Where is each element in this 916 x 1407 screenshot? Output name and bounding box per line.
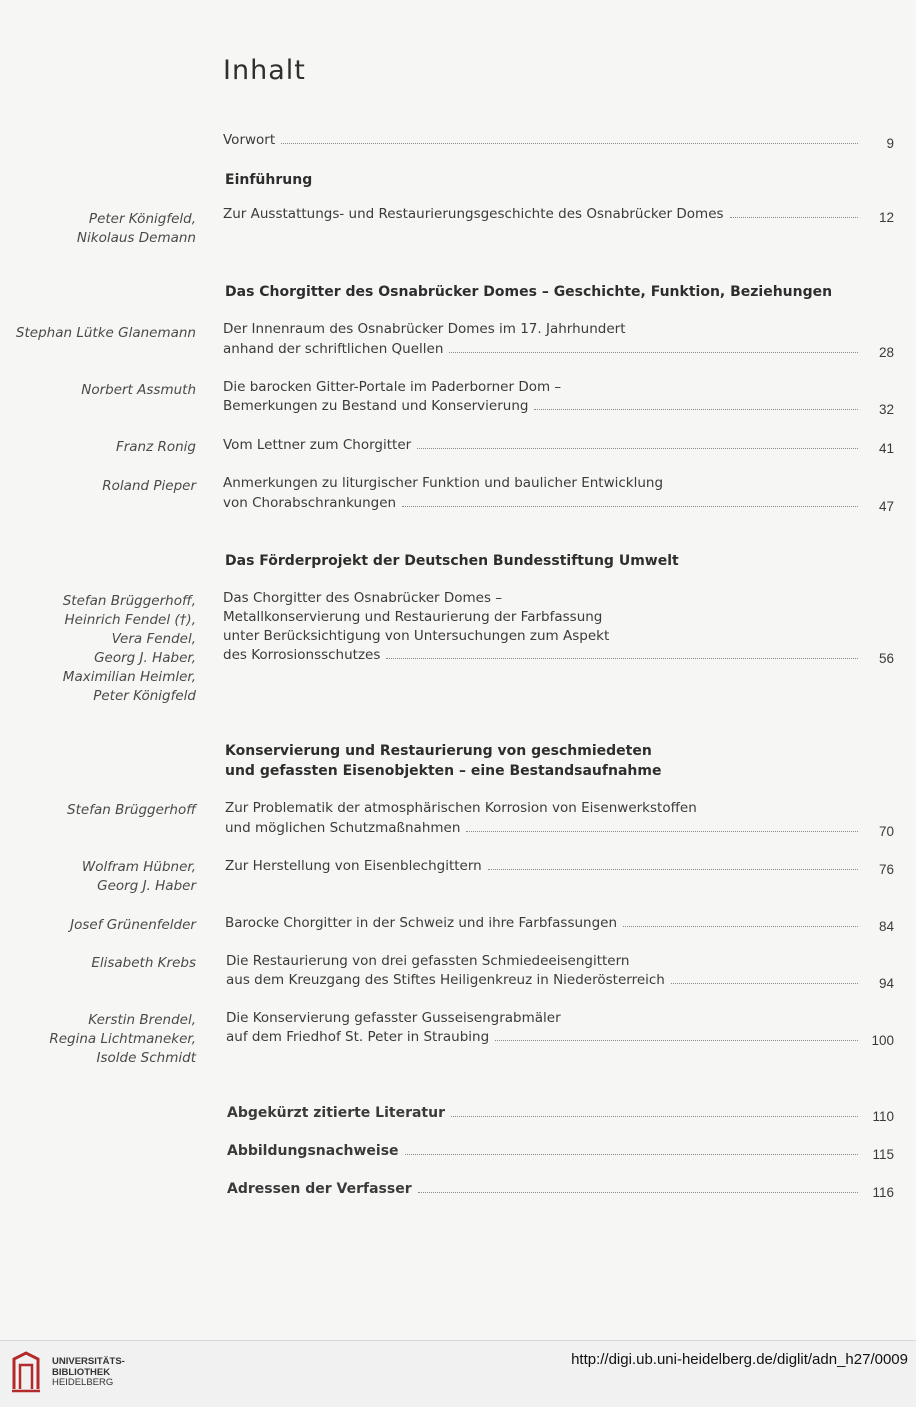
toc-entry: [225, 914, 894, 934]
page-number: 115: [872, 1146, 894, 1162]
page-number: 41: [878, 440, 894, 456]
entry-line: Bemerkungen zu Bestand und Konservierung: [223, 398, 529, 414]
toc-entry: [225, 857, 894, 877]
entry-line: unter Berücksichtigung von Untersuchungen zum Aspekt: [223, 628, 610, 644]
entry-line: Adressen der Verfasser: [227, 1181, 412, 1197]
page-number: 56: [878, 650, 894, 666]
entry-line: Zur Ausstattungs- und Restaurierungsgeschichte des Osnabrücker Domes: [223, 206, 724, 222]
author-block: Elisabeth Krebs: [91, 955, 196, 971]
source-url-link[interactable]: http://digi.ub.uni-heidelberg.de/diglit/adn_h27/0009: [571, 1351, 908, 1368]
entry-line: Die Restaurierung von drei gefassten Schmiedeeisengittern: [226, 953, 630, 969]
author-block: Kerstin Brendel, Regina Lichtmaneker, Isolde Schmidt: [49, 1012, 196, 1066]
page-number: 12: [878, 209, 894, 225]
toc-entry: [223, 646, 894, 666]
author-block: Norbert Assmuth: [81, 382, 196, 398]
toc-entry: [223, 397, 894, 417]
section-heading: Konservierung und Restaurierung von geschmiedeten: [225, 743, 652, 759]
page-number: 100: [871, 1032, 894, 1048]
toc-entry: [223, 340, 894, 360]
page-number: 70: [878, 823, 894, 839]
page-title: Inhalt: [223, 55, 306, 86]
entry-line: Abbildungsnachweise: [227, 1143, 399, 1159]
author-block: Josef Grünenfelder: [70, 917, 196, 933]
page-number: 94: [878, 975, 894, 991]
entry-line: anhand der schriftlichen Quellen: [223, 341, 444, 357]
entry-line: Abgekürzt zitierte Literatur: [227, 1105, 445, 1121]
university-logo-text: UNIVERSITÄTS- BIBLIOTHEK HEIDELBERG: [52, 1356, 125, 1388]
author-block: Wolfram Hübner, Georg J. Haber: [81, 859, 196, 894]
toc-entry: [223, 494, 894, 514]
author-block: Franz Ronig: [115, 439, 196, 455]
toc-entry-vorwort: [223, 131, 894, 151]
author-block: Peter Königfeld, Nikolaus Demann: [76, 211, 196, 246]
entry-line: Anmerkungen zu liturgischer Funktion und baulicher Entwicklung: [223, 475, 664, 491]
page-number: 76: [878, 861, 894, 877]
university-logo-icon: [10, 1349, 42, 1393]
entry-line: des Korrosionsschutzes: [223, 647, 381, 663]
page-number: 110: [872, 1108, 894, 1124]
toc-entry: [226, 971, 894, 991]
page-number: 32: [878, 401, 894, 417]
page-number: 47: [878, 498, 894, 514]
page-number: 9: [886, 135, 894, 151]
entry-line: Das Chorgitter des Osnabrücker Domes –: [223, 590, 503, 606]
entry-line: Vom Lettner zum Chorgitter: [223, 437, 412, 453]
toc-entry-adressen: [227, 1180, 894, 1200]
toc-entry: [223, 205, 894, 225]
toc-entry: [226, 1028, 894, 1048]
author-block: Stefan Brüggerhoff: [67, 802, 196, 818]
entry-line: auf dem Friedhof St. Peter in Straubing: [226, 1029, 490, 1045]
section-heading: Das Förderprojekt der Deutschen Bundesstiftung Umwelt: [225, 553, 679, 569]
toc-entry-literatur: [227, 1104, 894, 1124]
page-number: 116: [872, 1184, 894, 1200]
author-block: Stephan Lütke Glanemann: [15, 325, 196, 341]
entry-line: Metallkonservierung und Restaurierung der Farbfassung: [223, 609, 603, 625]
entry-line: Der Innenraum des Osnabrücker Domes im 17. Jahrhundert: [223, 321, 626, 337]
entry-line: Barocke Chorgitter in der Schweiz und ihre Farbfassungen: [225, 915, 618, 931]
entry-line: Vorwort: [223, 132, 276, 148]
author-block: Stefan Brüggerhoff, Heinrich Fendel (†), Vera Fendel, Georg J. Haber, Maximilian Heimler, Peter Königfeld: [62, 593, 196, 704]
author-block: Roland Pieper: [102, 478, 196, 494]
entry-line: aus dem Kreuzgang des Stiftes Heiligenkreuz in Niederösterreich: [226, 972, 665, 988]
entry-line: von Chorabschrankungen: [223, 495, 397, 511]
toc-entry: [225, 819, 894, 839]
toc-entry-abbildungen: [227, 1142, 894, 1162]
entry-line: Die Konservierung gefasster Gusseisengrabmäler: [226, 1010, 561, 1026]
page-number: 84: [878, 918, 894, 934]
section-heading: und gefassten Eisenobjekten – eine Bestandsaufnahme: [225, 763, 662, 779]
entry-line: Die barocken Gitter-Portale im Paderborner Dom –: [223, 379, 562, 395]
entry-line: und möglichen Schutzmaßnahmen: [225, 820, 461, 836]
toc-entry: [223, 436, 894, 456]
section-heading: Das Chorgitter des Osnabrücker Domes – Geschichte, Funktion, Beziehungen: [225, 284, 833, 300]
entry-line: Zur Herstellung von Eisenblechgittern: [225, 858, 482, 874]
page-number: 28: [878, 344, 894, 360]
section-heading: Einführung: [225, 172, 313, 188]
entry-line: Zur Problematik der atmosphärischen Korrosion von Eisenwerkstoffen: [225, 800, 697, 816]
